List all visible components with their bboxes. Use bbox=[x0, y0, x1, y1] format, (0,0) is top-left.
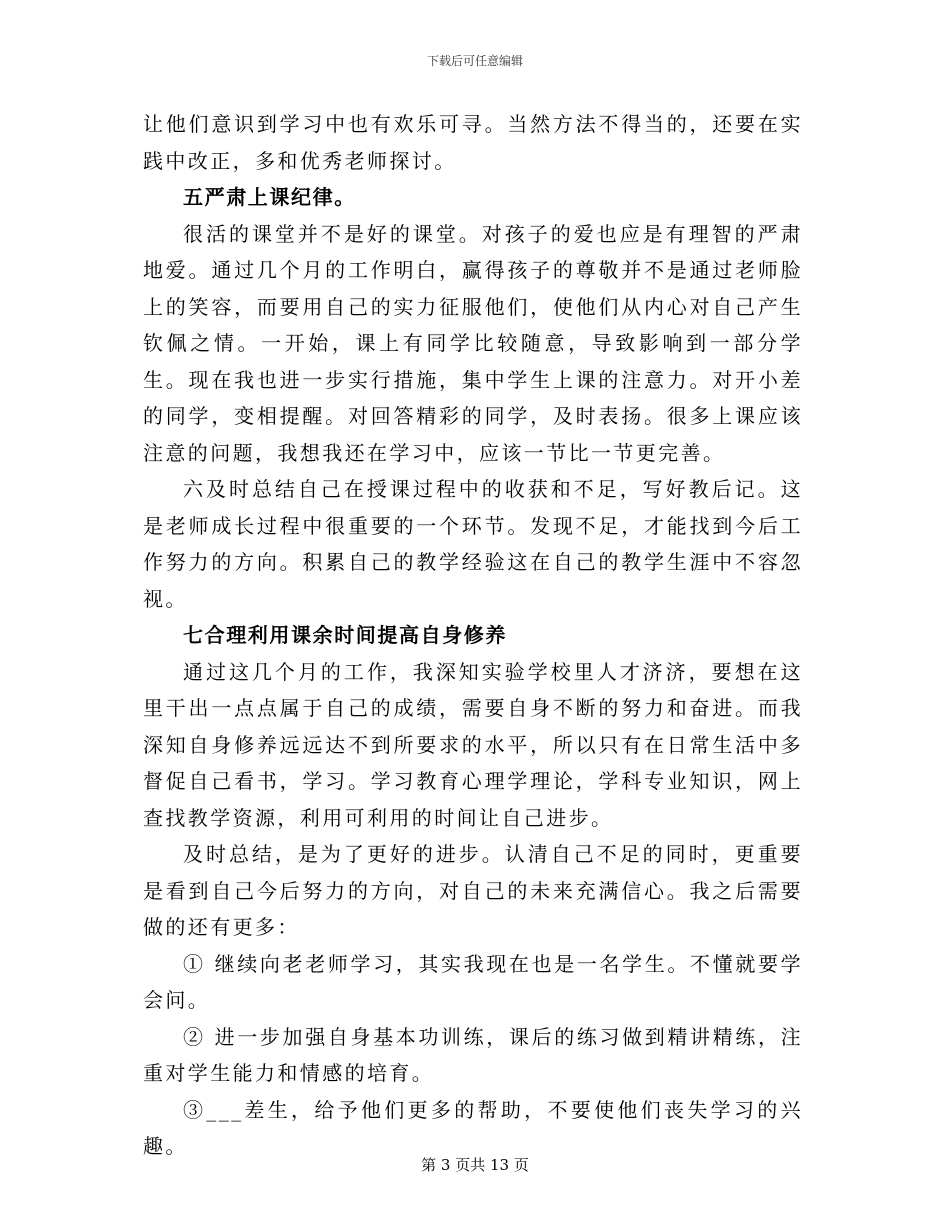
document-body bbox=[143, 106, 803, 1165]
list-item-3: ③___差生，给予他们更多的帮助，不要使他们丧失学习的兴趣。 bbox=[143, 1097, 803, 1158]
list-item-2: ② 进一步加强自身基本功训练，课后的练习做到精讲精练，注重对学生能力和情感的培育。 bbox=[143, 1024, 803, 1085]
paragraph-self-improvement: 通过这几个月的工作，我深知实验学校里人才济济，要想在这里干出一点点属于自己的成绩，需要自身不断的努力和奋进。而我深知自身修养远远达不到所要求的水平，所以只有在日常生活中多督促自己看书，学习。学习教育心理学理论，学科专业知识，网上查找教学资源，利用可利用的时间让自己进步。 bbox=[143, 659, 803, 830]
paragraph-discipline: 很活的课堂并不是好的课堂。对孩子的爱也应是有理智的严肃地爱。通过几个月的工作明白，赢得孩子的尊敬并不是通过老师脸上的笑容，而要用自己的实力征服他们，使他们从内心对自己产生钦佩之情。一开始，课上有同学比较随意，导致影响到一部分学生。现在我也进一步实行措施，集中学生上课的注意力。对开小差的同学，变相提醒。对回答精彩的同学，及时表扬。很多上课应该注意的问题，我想我还在学习中，应该一节比一节更完善。 bbox=[143, 221, 803, 465]
paragraph-conclusion: 及时总结，是为了更好的进步。认清自己不足的同时，更重要是看到自己今后努力的方向，对自己的未来充满信心。我之后需要做的还有更多： bbox=[143, 842, 803, 939]
paragraph-intro: 让他们意识到学习中也有欢乐可寻。当然方法不得当的，还要在实践中改正，多和优秀老师探讨。 bbox=[143, 112, 803, 173]
list-item-1: ① 继续向老老师学习，其实我现在也是一名学生。不懂就要学会问。 bbox=[143, 951, 803, 1012]
page-header: 下载后可任意编辑 bbox=[426, 54, 523, 68]
page-footer: 第 3 页共 13 页 bbox=[421, 1156, 529, 1174]
paragraph-summary-reflection: 六及时总结自己在授课过程中的收获和不足，写好教后记。这是老师成长过程中很重要的一个环节。发现不足，才能找到今后工作努力的方向。积累自己的教学经验这在自己的教学生涯中不容忽视。 bbox=[143, 477, 803, 611]
section-heading-7: 七合理利用课余时间提高自身修养 bbox=[183, 623, 507, 647]
section-heading-5: 五严肃上课纪律。 bbox=[183, 185, 356, 209]
